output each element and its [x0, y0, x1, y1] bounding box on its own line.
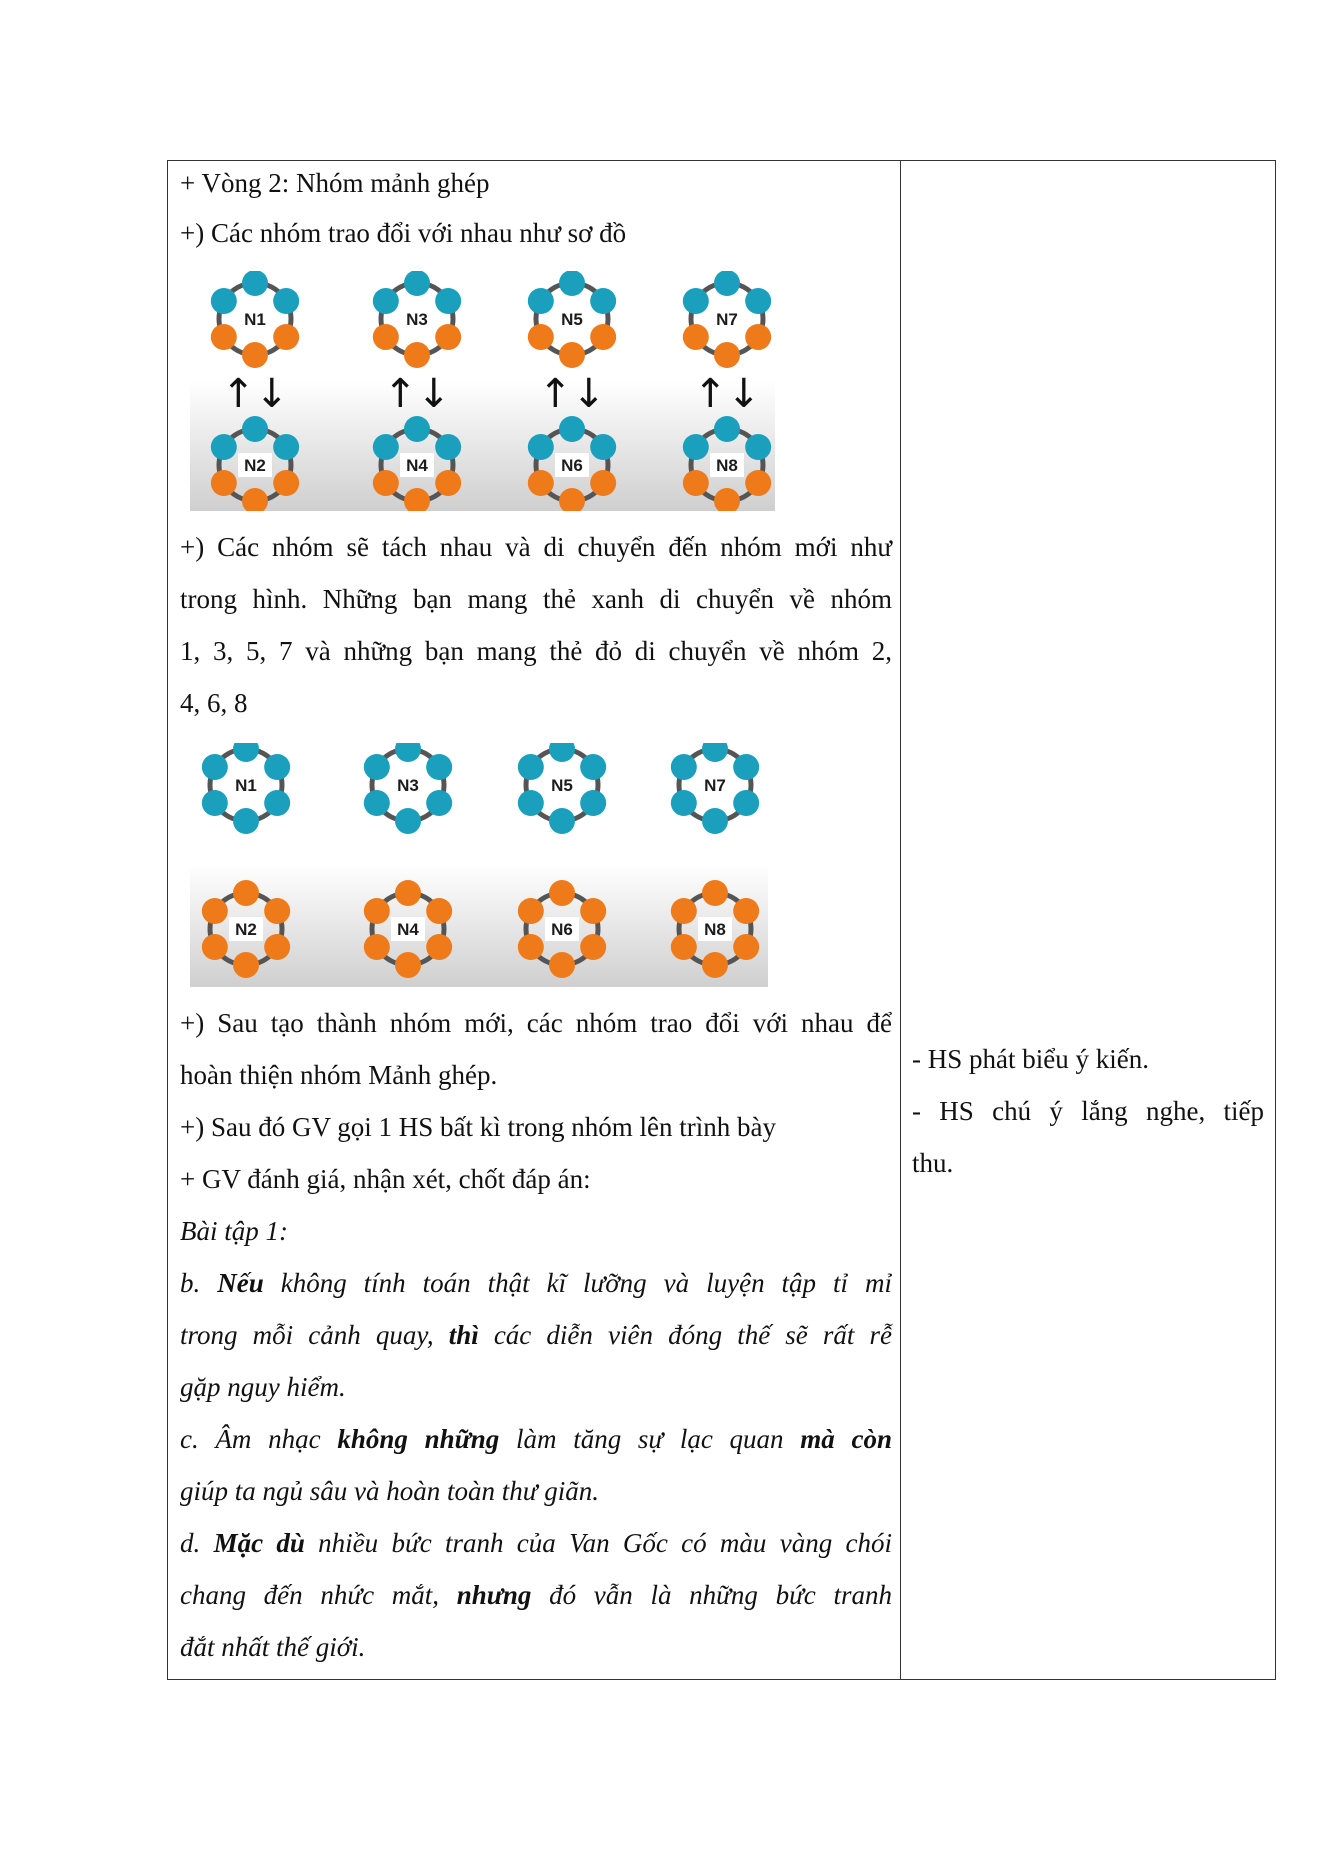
member-dot: [559, 342, 585, 368]
member-dot: [590, 288, 616, 314]
member-dot: [264, 934, 290, 960]
member-dot: [211, 324, 237, 350]
member-dot: [404, 271, 430, 296]
new-group-n3: [364, 743, 452, 834]
member-dot: [580, 934, 606, 960]
member-dot: [364, 934, 390, 960]
answer-b-line-2: trong mỗi cảnh quay, thì các diễn viên đóng thế sẽ rất rễ: [180, 1320, 892, 1350]
member-dot: [733, 754, 759, 780]
member-dot: [273, 470, 299, 496]
member-dot: [671, 754, 697, 780]
member-dot: [242, 271, 268, 296]
member-dot: [364, 754, 390, 780]
answer-c-line-1: c. Âm nhạc không những làm tăng sự lạc quan mà còn: [180, 1424, 892, 1454]
new-group-n1: [202, 743, 290, 834]
student-response-2: - HS chú ý lắng nghe, tiếp: [912, 1096, 1264, 1126]
answer-b-line-3: gặp nguy hiểm.: [180, 1372, 346, 1402]
group-label: N4: [397, 920, 419, 939]
new-groups-svg: [190, 743, 768, 987]
member-dot: [528, 324, 554, 350]
member-dot: [683, 324, 709, 350]
member-dot: [373, 470, 399, 496]
member-dot: [528, 434, 554, 460]
member-dot: [745, 324, 771, 350]
group-label: N6: [551, 920, 573, 939]
member-dot: [745, 470, 771, 496]
member-dot: [549, 743, 575, 762]
member-dot: [233, 743, 259, 762]
member-dot: [395, 880, 421, 906]
round2-heading: + Vòng 2: Nhóm mảnh ghép: [180, 168, 490, 198]
member-dot: [580, 898, 606, 924]
member-dot: [364, 898, 390, 924]
member-dot: [435, 288, 461, 314]
answer-d-line-3: đắt nhất thế giới.: [180, 1632, 366, 1662]
answer-b-line-1: b. Nếu không tính toán thật kĩ lưỡng và luyện tập tỉ mỉ: [180, 1268, 893, 1298]
member-dot: [702, 952, 728, 978]
lesson-table: [167, 160, 1276, 1680]
member-dot: [518, 934, 544, 960]
group-label: N1: [244, 310, 266, 329]
answer-d-line-2: chang đến nhức mắt, nhưng đó vẫn là những bức tranh: [180, 1580, 892, 1610]
member-dot: [683, 470, 709, 496]
member-dot: [702, 743, 728, 762]
member-dot: [233, 952, 259, 978]
group-label: N5: [551, 776, 573, 795]
member-dot: [559, 271, 585, 296]
member-dot: [580, 754, 606, 780]
split-paragraph-line-1: +) Các nhóm sẽ tách nhau và di chuyển đến nhóm mới như: [180, 532, 892, 562]
group-label: N8: [716, 456, 738, 475]
member-dot: [714, 271, 740, 296]
column-divider: [900, 161, 901, 1679]
member-dot: [233, 880, 259, 906]
group-label: N3: [406, 310, 428, 329]
group-label: N5: [561, 310, 583, 329]
member-dot: [211, 470, 237, 496]
group-label: N6: [561, 456, 583, 475]
new-groups-diagram: [190, 743, 768, 987]
split-paragraph-line-2: trong hình. Những bạn mang thẻ xanh di chuyển về nhóm: [180, 584, 892, 614]
member-dot: [404, 416, 430, 442]
exchange-arrows: ↑↓: [693, 371, 761, 417]
member-dot: [683, 434, 709, 460]
group-label: N2: [235, 920, 257, 939]
member-dot: [745, 288, 771, 314]
member-dot: [273, 288, 299, 314]
group-label: N4: [406, 456, 428, 475]
member-dot: [233, 808, 259, 834]
member-dot: [435, 434, 461, 460]
member-dot: [373, 324, 399, 350]
exercise-title: Bài tập 1:: [180, 1216, 288, 1246]
member-dot: [395, 808, 421, 834]
member-dot: [518, 790, 544, 816]
member-dot: [733, 934, 759, 960]
member-dot: [395, 743, 421, 762]
group-n3: [373, 271, 461, 368]
member-dot: [702, 880, 728, 906]
split-paragraph-line-4: 4, 6, 8: [180, 688, 248, 718]
member-dot: [426, 934, 452, 960]
member-dot: [435, 324, 461, 350]
answer-d-line-1: d. Mặc dù nhiều bức tranh của Van Gốc có màu vàng chói: [180, 1528, 893, 1558]
after-paragraph-line-1: +) Sau tạo thành nhóm mới, các nhóm trao đổi với nhau để: [180, 1008, 892, 1038]
group-exchange-diagram: [190, 271, 775, 511]
member-dot: [395, 952, 421, 978]
evaluate-line: + GV đánh giá, nhận xét, chốt đáp án:: [180, 1164, 591, 1194]
member-dot: [733, 790, 759, 816]
split-paragraph-line-3: 1, 3, 5, 7 và những bạn mang thẻ đỏ di chuyển về nhóm 2,: [180, 636, 892, 666]
student-response-3: thu.: [912, 1148, 954, 1178]
member-dot: [373, 288, 399, 314]
member-dot: [745, 434, 771, 460]
member-dot: [549, 880, 575, 906]
member-dot: [373, 434, 399, 460]
answer-c-line-2: giúp ta ngủ sâu và hoàn toàn thư giãn.: [180, 1476, 599, 1506]
member-dot: [264, 790, 290, 816]
member-dot: [202, 790, 228, 816]
after-paragraph-line-2: hoàn thiện nhóm Mảnh ghép.: [180, 1060, 498, 1090]
member-dot: [528, 288, 554, 314]
group-label: N8: [704, 920, 726, 939]
member-dot: [404, 342, 430, 368]
member-dot: [273, 434, 299, 460]
member-dot: [242, 342, 268, 368]
member-dot: [733, 898, 759, 924]
member-dot: [590, 470, 616, 496]
member-dot: [549, 952, 575, 978]
member-dot: [264, 898, 290, 924]
member-dot: [528, 470, 554, 496]
member-dot: [702, 808, 728, 834]
member-dot: [518, 754, 544, 780]
member-dot: [202, 898, 228, 924]
member-dot: [426, 754, 452, 780]
group-n7: [683, 271, 771, 368]
member-dot: [264, 754, 290, 780]
member-dot: [590, 434, 616, 460]
group-label: N3: [397, 776, 419, 795]
member-dot: [202, 934, 228, 960]
group-n5: [528, 271, 616, 368]
member-dot: [364, 790, 390, 816]
new-group-n5: [518, 743, 606, 834]
student-response-1: - HS phát biểu ý kiến.: [912, 1044, 1149, 1074]
member-dot: [714, 416, 740, 442]
member-dot: [671, 934, 697, 960]
member-dot: [426, 790, 452, 816]
member-dot: [590, 324, 616, 350]
member-dot: [426, 898, 452, 924]
member-dot: [202, 754, 228, 780]
exchange-arrows: ↑↓: [221, 371, 289, 417]
exchange-instruction: +) Các nhóm trao đổi với nhau như sơ đồ: [180, 218, 627, 248]
new-group-n7: [671, 743, 759, 834]
member-dot: [273, 324, 299, 350]
member-dot: [580, 790, 606, 816]
exchange-arrows: ↑↓: [538, 371, 606, 417]
exchange-arrows: ↑↓: [383, 371, 451, 417]
group-exchange-svg: [190, 271, 775, 511]
member-dot: [211, 434, 237, 460]
call-student-line: +) Sau đó GV gọi 1 HS bất kì trong nhóm lên trình bày: [180, 1112, 776, 1142]
group-label: N7: [716, 310, 738, 329]
group-label: N2: [244, 456, 266, 475]
member-dot: [549, 808, 575, 834]
member-dot: [518, 898, 544, 924]
member-dot: [714, 342, 740, 368]
member-dot: [683, 288, 709, 314]
member-dot: [211, 288, 237, 314]
group-label: N7: [704, 776, 726, 795]
member-dot: [559, 416, 585, 442]
member-dot: [671, 898, 697, 924]
member-dot: [242, 416, 268, 442]
member-dot: [435, 470, 461, 496]
group-label: N1: [235, 776, 257, 795]
member-dot: [671, 790, 697, 816]
group-n1: [211, 271, 299, 368]
